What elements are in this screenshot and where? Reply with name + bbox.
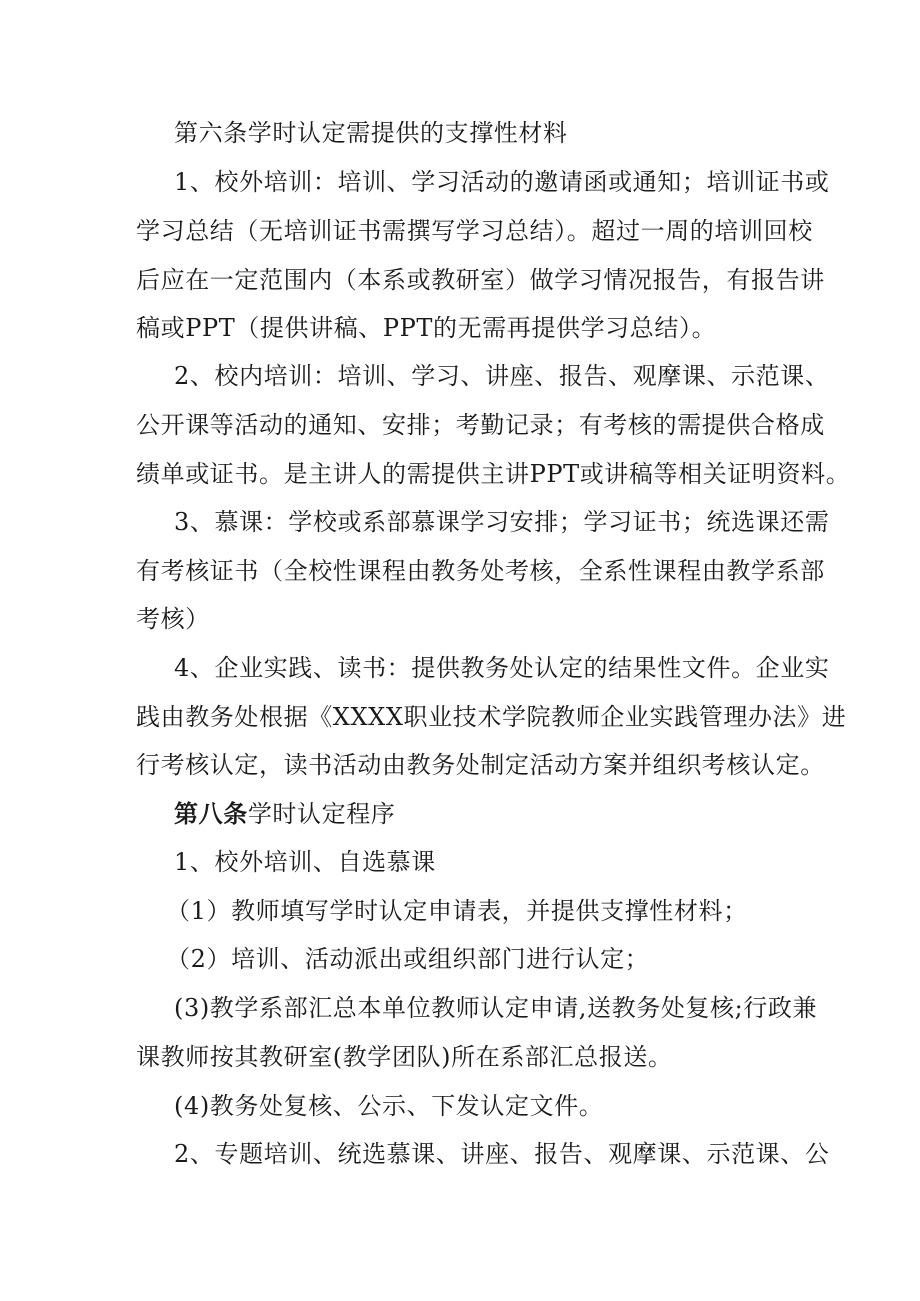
- article8-item1-title: 1、校外培训、自选慕课: [174, 848, 436, 876]
- article6-item3-line1: 3、慕课：学校或系部慕课学习安排；学习证书；统选课还需: [174, 508, 830, 536]
- article6-item3-line2: 有考核证书（全校性课程由教务处考核，全系性课程由教学系部: [136, 557, 825, 585]
- article6-item4-line1: 4、企业实践、读书：提供教务处认定的结果性文件。企业实: [174, 654, 830, 682]
- article6-item1-line3: 后应在一定范围内（本系或教研室）做学习情况报告，有报告讲: [136, 266, 825, 294]
- article6-item1-line2: 学习总结（无培训证书需撰写学习总结）。超过一周的培训回校: [136, 217, 813, 245]
- article8-heading-rest: 学时认定程序: [247, 800, 396, 828]
- article8-item1-step2: （2）培训、活动派出或组织部门进行认定；: [166, 945, 650, 973]
- article6-item1-line1: 1、校外培训：培训、学习活动的邀请函或通知；培训证书或: [174, 168, 830, 196]
- article6-item1-line4: 稿或PPT（提供讲稿、PPT的无需再提供学习总结）。: [136, 314, 717, 342]
- article8-heading-bold: 第八条: [174, 799, 248, 828]
- article8-item1-step3-line1: (3)教学系部汇总本单位教师认定申请,送教务处复核;行政兼: [174, 994, 818, 1022]
- article6-item2-line3: 绩单或证书。是主讲人的需提供主讲PPT或讲稿等相关证明资料。: [136, 460, 851, 488]
- article8-item1-step3-line2: 课教师按其教研室(教学团队)所在系部汇总报送。: [136, 1043, 673, 1071]
- article6-heading: 第六条学时认定需提供的支撑性材料: [174, 119, 568, 147]
- article6-item4-line3: 行考核认定，读书活动由教务处制定活动方案并组织考核认定。: [136, 751, 825, 779]
- article8-item1-step4: (4)教务处复核、公示、下发认定文件。: [174, 1092, 604, 1120]
- article6-item4-line2: 践由教务处根据《XXXX职业技术学院教师企业实践管理办法》进: [136, 703, 847, 731]
- article6-item2-line1: 2、校内培训：培训、学习、讲座、报告、观摩课、示范课、: [174, 362, 830, 390]
- article6-item3-line3: 考核）: [136, 605, 210, 633]
- article8-item2-line1: 2、专题培训、统选慕课、讲座、报告、观摩课、示范课、公: [174, 1140, 830, 1168]
- article6-item2-line2: 公开课等活动的通知、安排；考勤记录；有考核的需提供合格成: [136, 411, 825, 439]
- article8-item1-step1: （1）教师填写学时认定申请表，并提供支撑性材料；: [166, 897, 748, 925]
- article8-heading: [174, 799, 395, 829]
